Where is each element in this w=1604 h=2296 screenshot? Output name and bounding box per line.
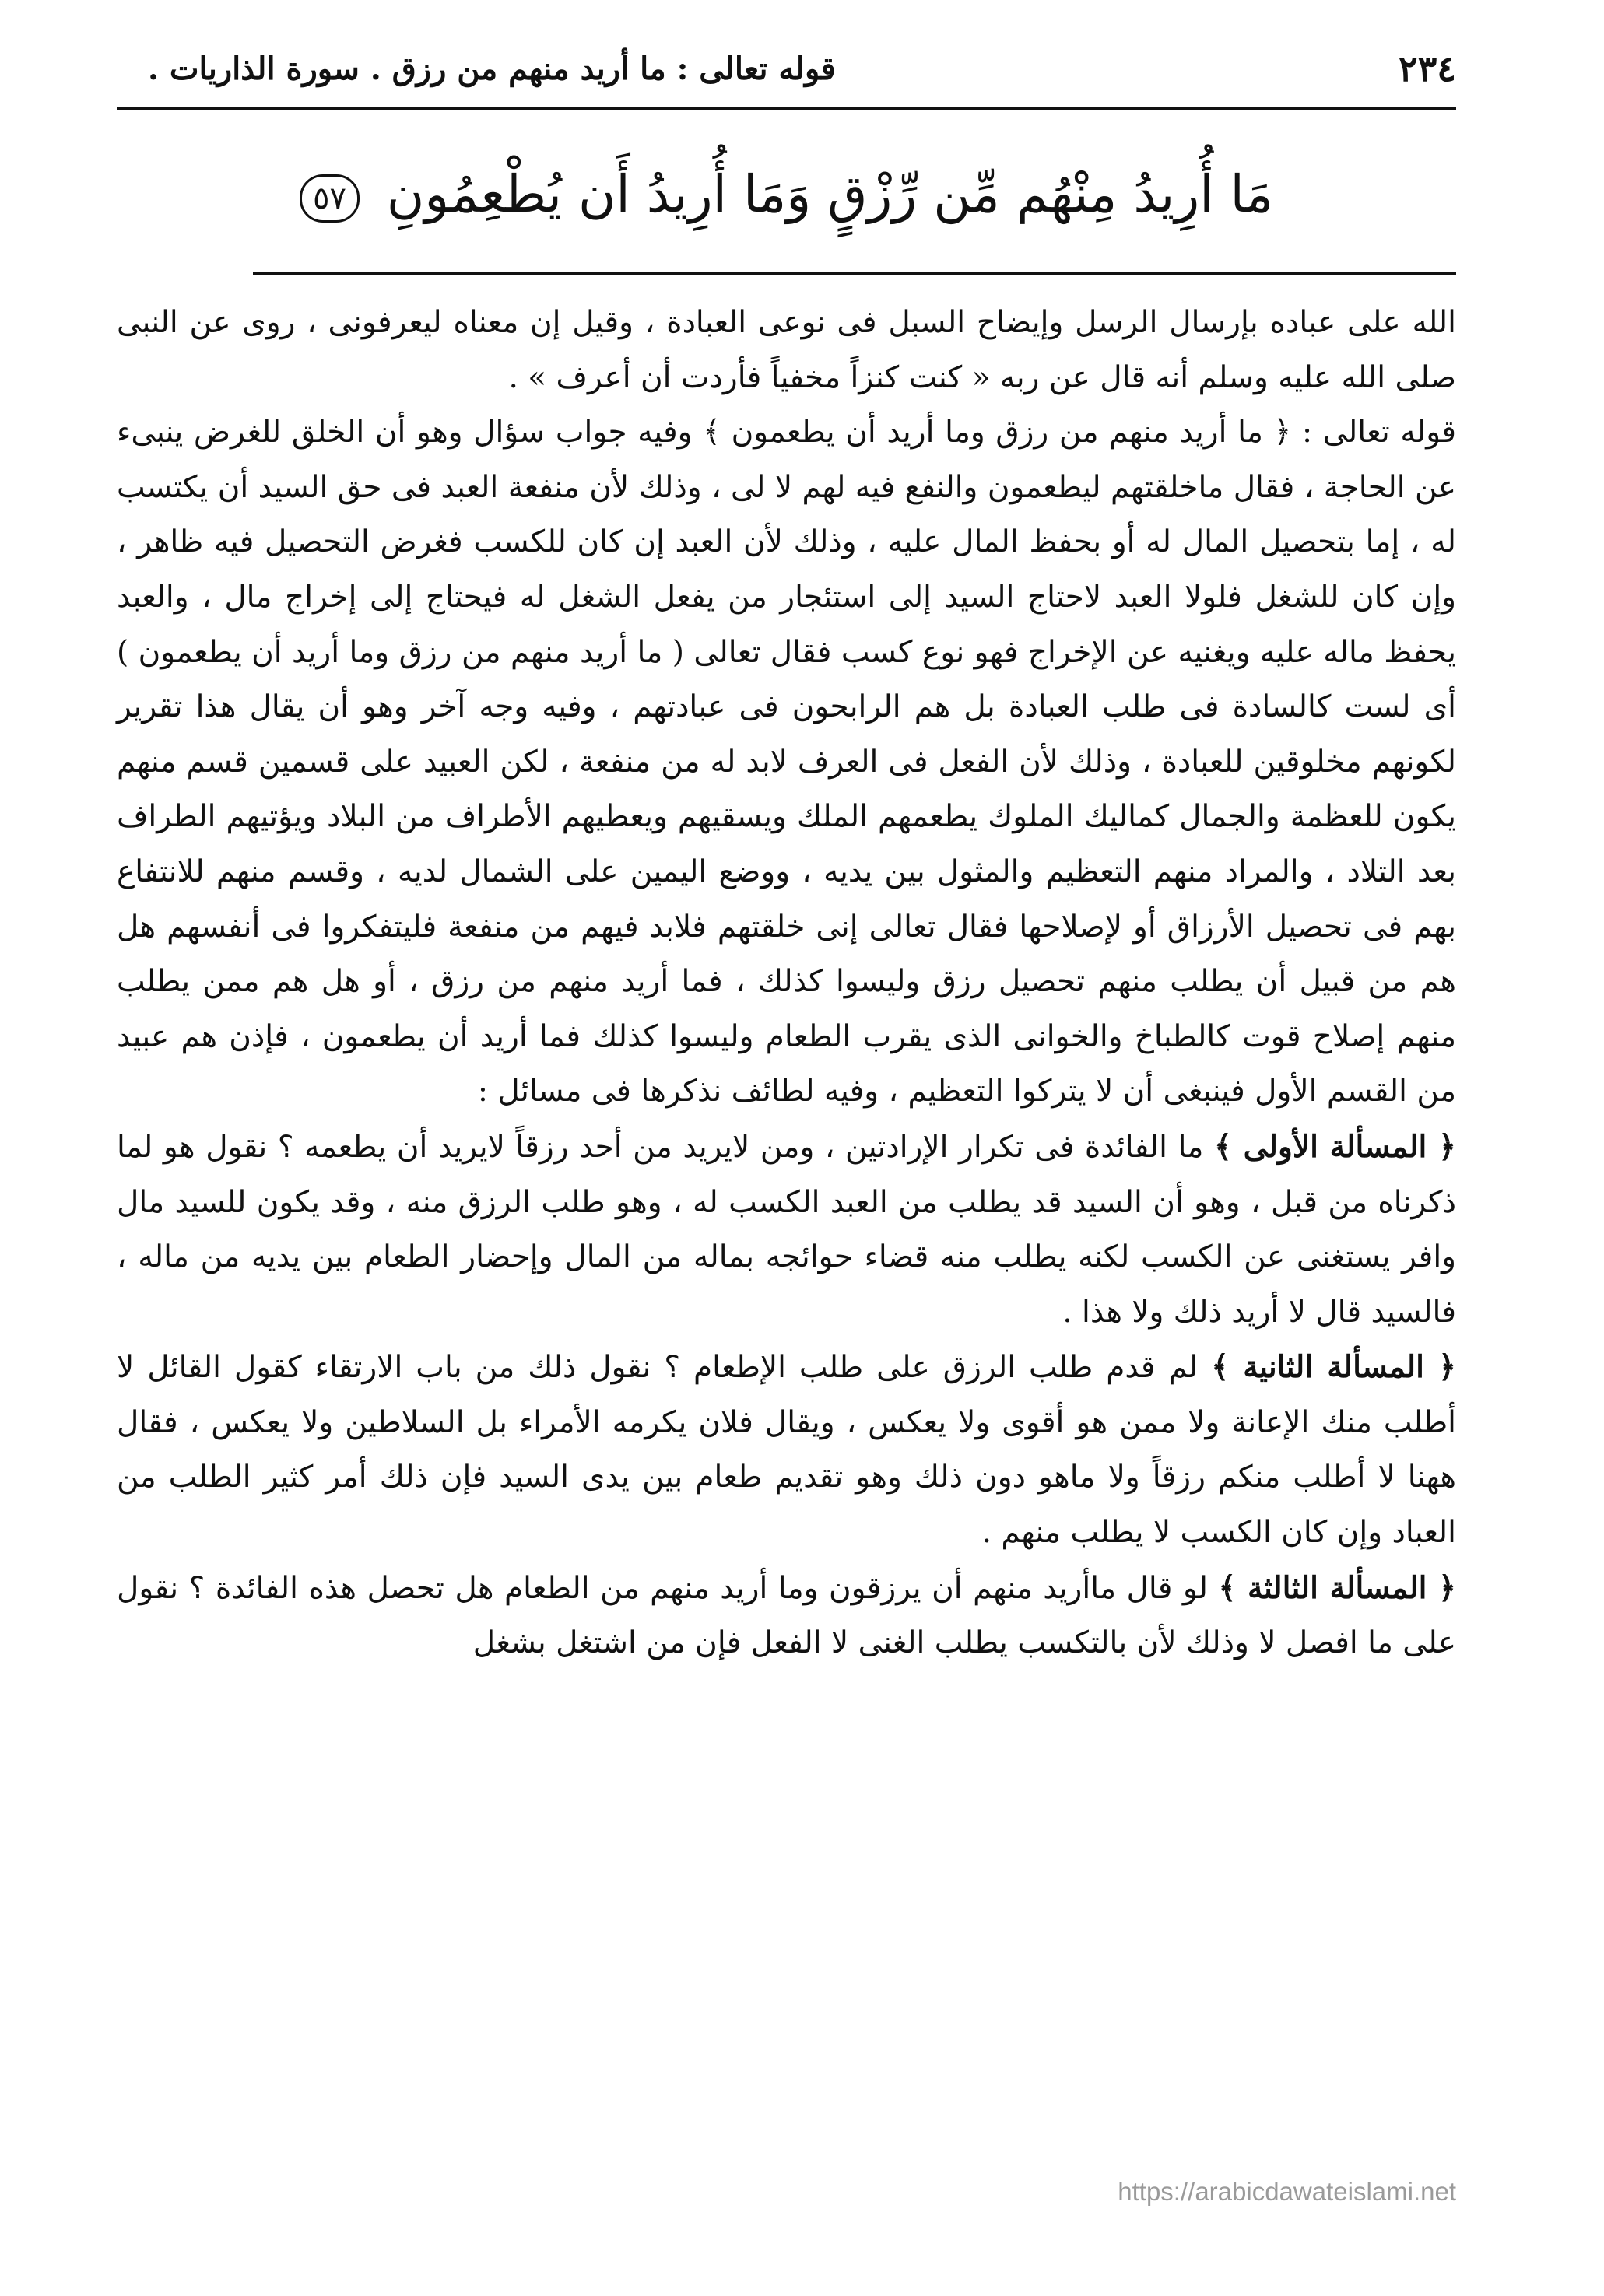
paragraph-masala-1 [117,1120,1456,1340]
paragraph-text: ما الفائدة فى تكرار الإرادتين ، ومن لايريد من أحد رزقاً لايريد أن يطعمه ؟ نقول هو لما ذكرناه من قبل ، وهو أن السيد قد يطلب من العبد الكسب له ، وهو طلب الرزق منه ، وقد يكون للسيد مال وافر يستغنى عن الكسب لكنه يطلب منه قضاء حوائجه بماله من المال وإحضار الطعام بين يديه من ماله ، فالسيد قال لا أريد ذلك ولا هذا . [117,1129,1456,1330]
verse-number-badge: ٥٧ [300,174,360,223]
paragraph [117,405,1456,1120]
paragraph-text: الله على عباده بإرسال الرسل وإيضاح السبل فى نوعى العبادة ، وقيل إن معناه ليعرفونى ، روى عن النبى صلى الله عليه وسلم أنه قال عن ربه « كنت كنزاً مخفياً فأردت أن أعرف » . [117,305,1456,395]
running-title: قوله تعالى : ما أريد منهم من رزق . سورة الذاريات . [148,50,836,87]
paragraph-masala-2 [117,1340,1456,1560]
masala-heading: ﴿ المسألة الثانية ﴾ [1211,1349,1456,1386]
verse-text: مَا أُرِيدُ مِنْهُم مِّن رِّزْقٍ وَمَا أُرِيدُ أَن يُطْعِمُونِ [386,164,1274,224]
paragraph-text: قوله تعالى : ﴿ ما أريد منهم من رزق وما أريد أن يطعمون ﴾ وفيه جواب سؤال وهو أن الخلق للغرض ينبىء عن الحاجة ، فقال ماخلقتهم ليطعمون والنفع فيه لهم لا لى ، وذلك لأن منفعة العبد فى حق السيد أن يكتسب له ، إما بتحصيل المال له أو بحفظ المال عليه ، وذلك لأن العبد إن كان للكسب فغرض التحصيل فيه ظاهر ، وإن كان للشغل فلولا العبد لاحتاج السيد إلى استئجار من يفعل الشغل له فيحتاج إلى إخراج مال ، والعبد يحفظ ماله عليه ويغنيه عن الإخراج فهو نوع كسب فقال تعالى ( ما أريد منهم من رزق وما أريد أن يطعمون ) أى لست كالسادة فى طلب العبادة بل هم الرابحون فى عبادتهم ، وفيه وجه آخر وهو أن يقال هذا تقرير لكونهم مخلوقين للعبادة ، وذلك لأن الفعل فى العرف لابد له من منفعة ، لكن العبيد على قسمين قسم منهم يكون للعظمة والجمال كماليك الملوك يطعمهم الملك ويسقيهم ويعطيهم الأطراف من البلاد ويؤتيهم الطراف بعد التلاد ، والمراد منهم التعظيم والمثول بين يديه ، ووضع اليمين على الشمال لديه ، وقسم منهم للانتفاع بهم فى تحصيل الأرزاق أو لإصلاحها فقال تعالى إنى خلقتهم فلابد فيهم من منفعة فليتفكروا فى أنفسهم هل هم من قبيل أن يطلب منهم تحصيل رزق وليسوا كذلك ، فما أريد منهم من رزق ، أو هل هم ممن يطلب منهم إصلاح قوت كالطباخ والخوانى الذى يقرب الطعام وليسوا كذلك فما أريد أن يطعمون ، فإذن هم عبيد من القسم الأول فينبغى أن لا يتركوا التعظيم ، وفيه لطائف نذكرها فى مسائل : [117,415,1456,1109]
paragraph [117,296,1456,405]
paragraph-text: لو قال ماأريد منهم أن يرزقون وما أريد منهم من الطعام هل تحصل هذه الفائدة ؟ نقول على ما افصل لا وذلك لأن بالتكسب يطلب الغنى لا الفعل فإن من اشتغل بشغل [117,1570,1456,1661]
header-rule [117,107,1456,110]
page-number: ٢٣٤ [1398,47,1456,89]
verse-rule [253,272,1456,275]
paragraph-text: لم قدم طلب الرزق على طلب الإطعام ؟ نقول ذلك من باب الارتقاء كقول القائل لا أطلب منك الإعانة ولا ممن هو أقوى ولا يعكس ، ويقال فلان يكرمه الأمراء بل السلاطين ولا يعكس ، فقال ههنا لا أطلب منكم رزقاً ولا ماهو دون ذلك وهو تقديم طعام بين يدى السيد فإن ذلك أمر كثير الطلب من العباد وإن كان الكسب لا يطلب منهم . [117,1350,1456,1551]
masala-heading: ﴿ المسألة الأولى ﴾ [1213,1128,1457,1165]
source-watermark: https://arabicdawateislami.net [1118,2177,1456,2206]
commentary-body [117,296,1456,1671]
page-header [117,45,1456,92]
masala-heading: ﴿ المسألة الثالثة ﴾ [1218,1569,1456,1606]
quran-verse [117,140,1456,249]
paragraph-masala-3 [117,1561,1456,1671]
